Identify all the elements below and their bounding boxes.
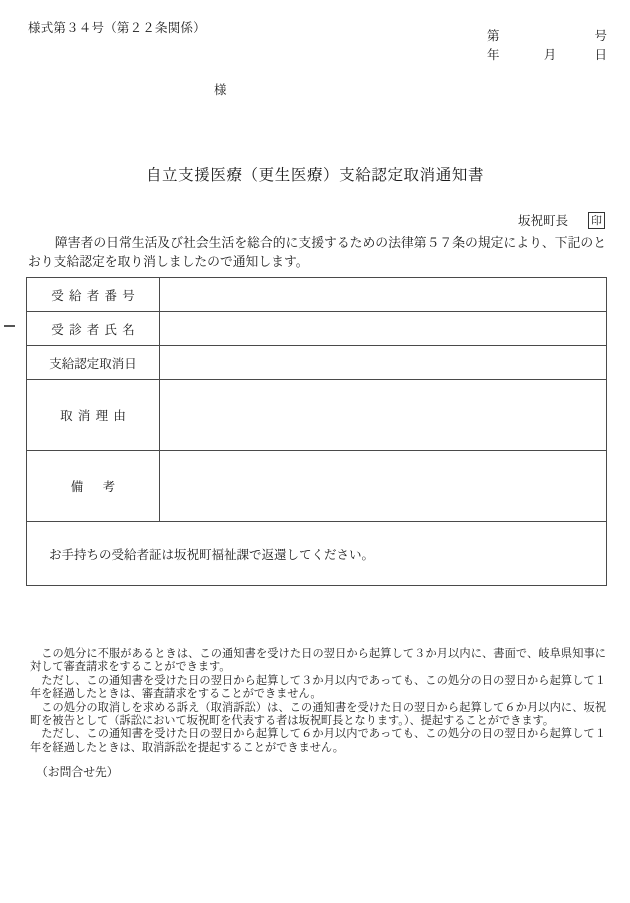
return-card-note: お手持ちの受給者証は坂祝町福祉課で返還してください。	[27, 522, 607, 586]
row-value-cell[interactable]	[160, 451, 607, 522]
row-label-cell	[27, 312, 160, 346]
table-row	[27, 346, 607, 380]
seal-stamp-box: 印	[588, 212, 605, 229]
page-title: 自立支援医療（更生医療）支給認定取消通知書	[145, 167, 485, 184]
document-number-suffix: 号	[594, 29, 607, 43]
row-label-cell	[27, 346, 160, 380]
recipient-honorific: 様	[214, 83, 227, 97]
row-label-cell	[27, 380, 160, 451]
row-value-cell[interactable]	[160, 346, 607, 380]
document-number-line	[487, 26, 607, 44]
notification-table	[26, 277, 607, 586]
table-row	[27, 312, 607, 346]
legal-paragraph-2: ただし、この通知書を受けた日の翌日から起算して３か月以内であっても、この処分の日の翌日から起算して１年を経過したときは、審査請求をすることができません。	[30, 674, 606, 701]
table-row	[27, 278, 607, 312]
table-row	[27, 451, 607, 522]
row-value-cell[interactable]	[160, 312, 607, 346]
row-label-cell	[27, 451, 160, 522]
issuer-name: 坂祝町長	[517, 214, 568, 228]
legal-notice-block	[30, 648, 606, 755]
issuer-block	[440, 211, 605, 229]
date-year-label: 年	[487, 48, 500, 62]
row-value-cell[interactable]	[160, 278, 607, 312]
date-month-label: 月	[543, 48, 557, 62]
row-label-text: 受診者氏名	[51, 322, 140, 337]
table-row	[27, 380, 607, 451]
crop-mark	[4, 325, 15, 327]
row-label-text: 備考	[70, 480, 135, 494]
date-day-label: 日	[594, 48, 607, 62]
legal-paragraph-1: この処分に不服があるときは、この通知書を受けた日の翌日から起算して３か月以内に、書面で、岐阜県知事に対して審査請求をすることができます。	[30, 648, 606, 674]
legal-paragraph-3: この処分の取消しを求める訴え（取消訴訟）は、この通知書を受けた日の翌日から起算して６か月以内に、坂祝町を被告として（訴訟において坂祝町を代表する者は坂祝町長となります。）、提起することができます。	[30, 701, 606, 728]
table-note-row	[27, 522, 607, 586]
row-value-cell[interactable]	[160, 380, 607, 451]
form-number: 様式第３４号（第２２条関係）	[28, 21, 206, 35]
document-date-line	[487, 45, 607, 63]
lead-paragraph: 障害者の日常生活及び社会生活を総合的に支援するための法律第５７条の規定により、下記のとおり支給認定を取り消しましたので通知します。	[28, 236, 606, 269]
row-label-text: 支給認定取消日	[49, 356, 137, 371]
row-label-text: 取消理由	[60, 409, 132, 423]
legal-paragraph-4: ただし、この通知書を受けた日の翌日から起算して６か月以内であっても、この処分の日の翌日から起算して１年を経過したときは、取消訴訟を提起することができません。	[30, 728, 606, 754]
contact-label: （お問合せ先）	[36, 765, 119, 779]
row-label-cell	[27, 278, 160, 312]
row-label-text: 受給者番号	[51, 288, 140, 303]
document-number-prefix: 第	[487, 29, 500, 43]
